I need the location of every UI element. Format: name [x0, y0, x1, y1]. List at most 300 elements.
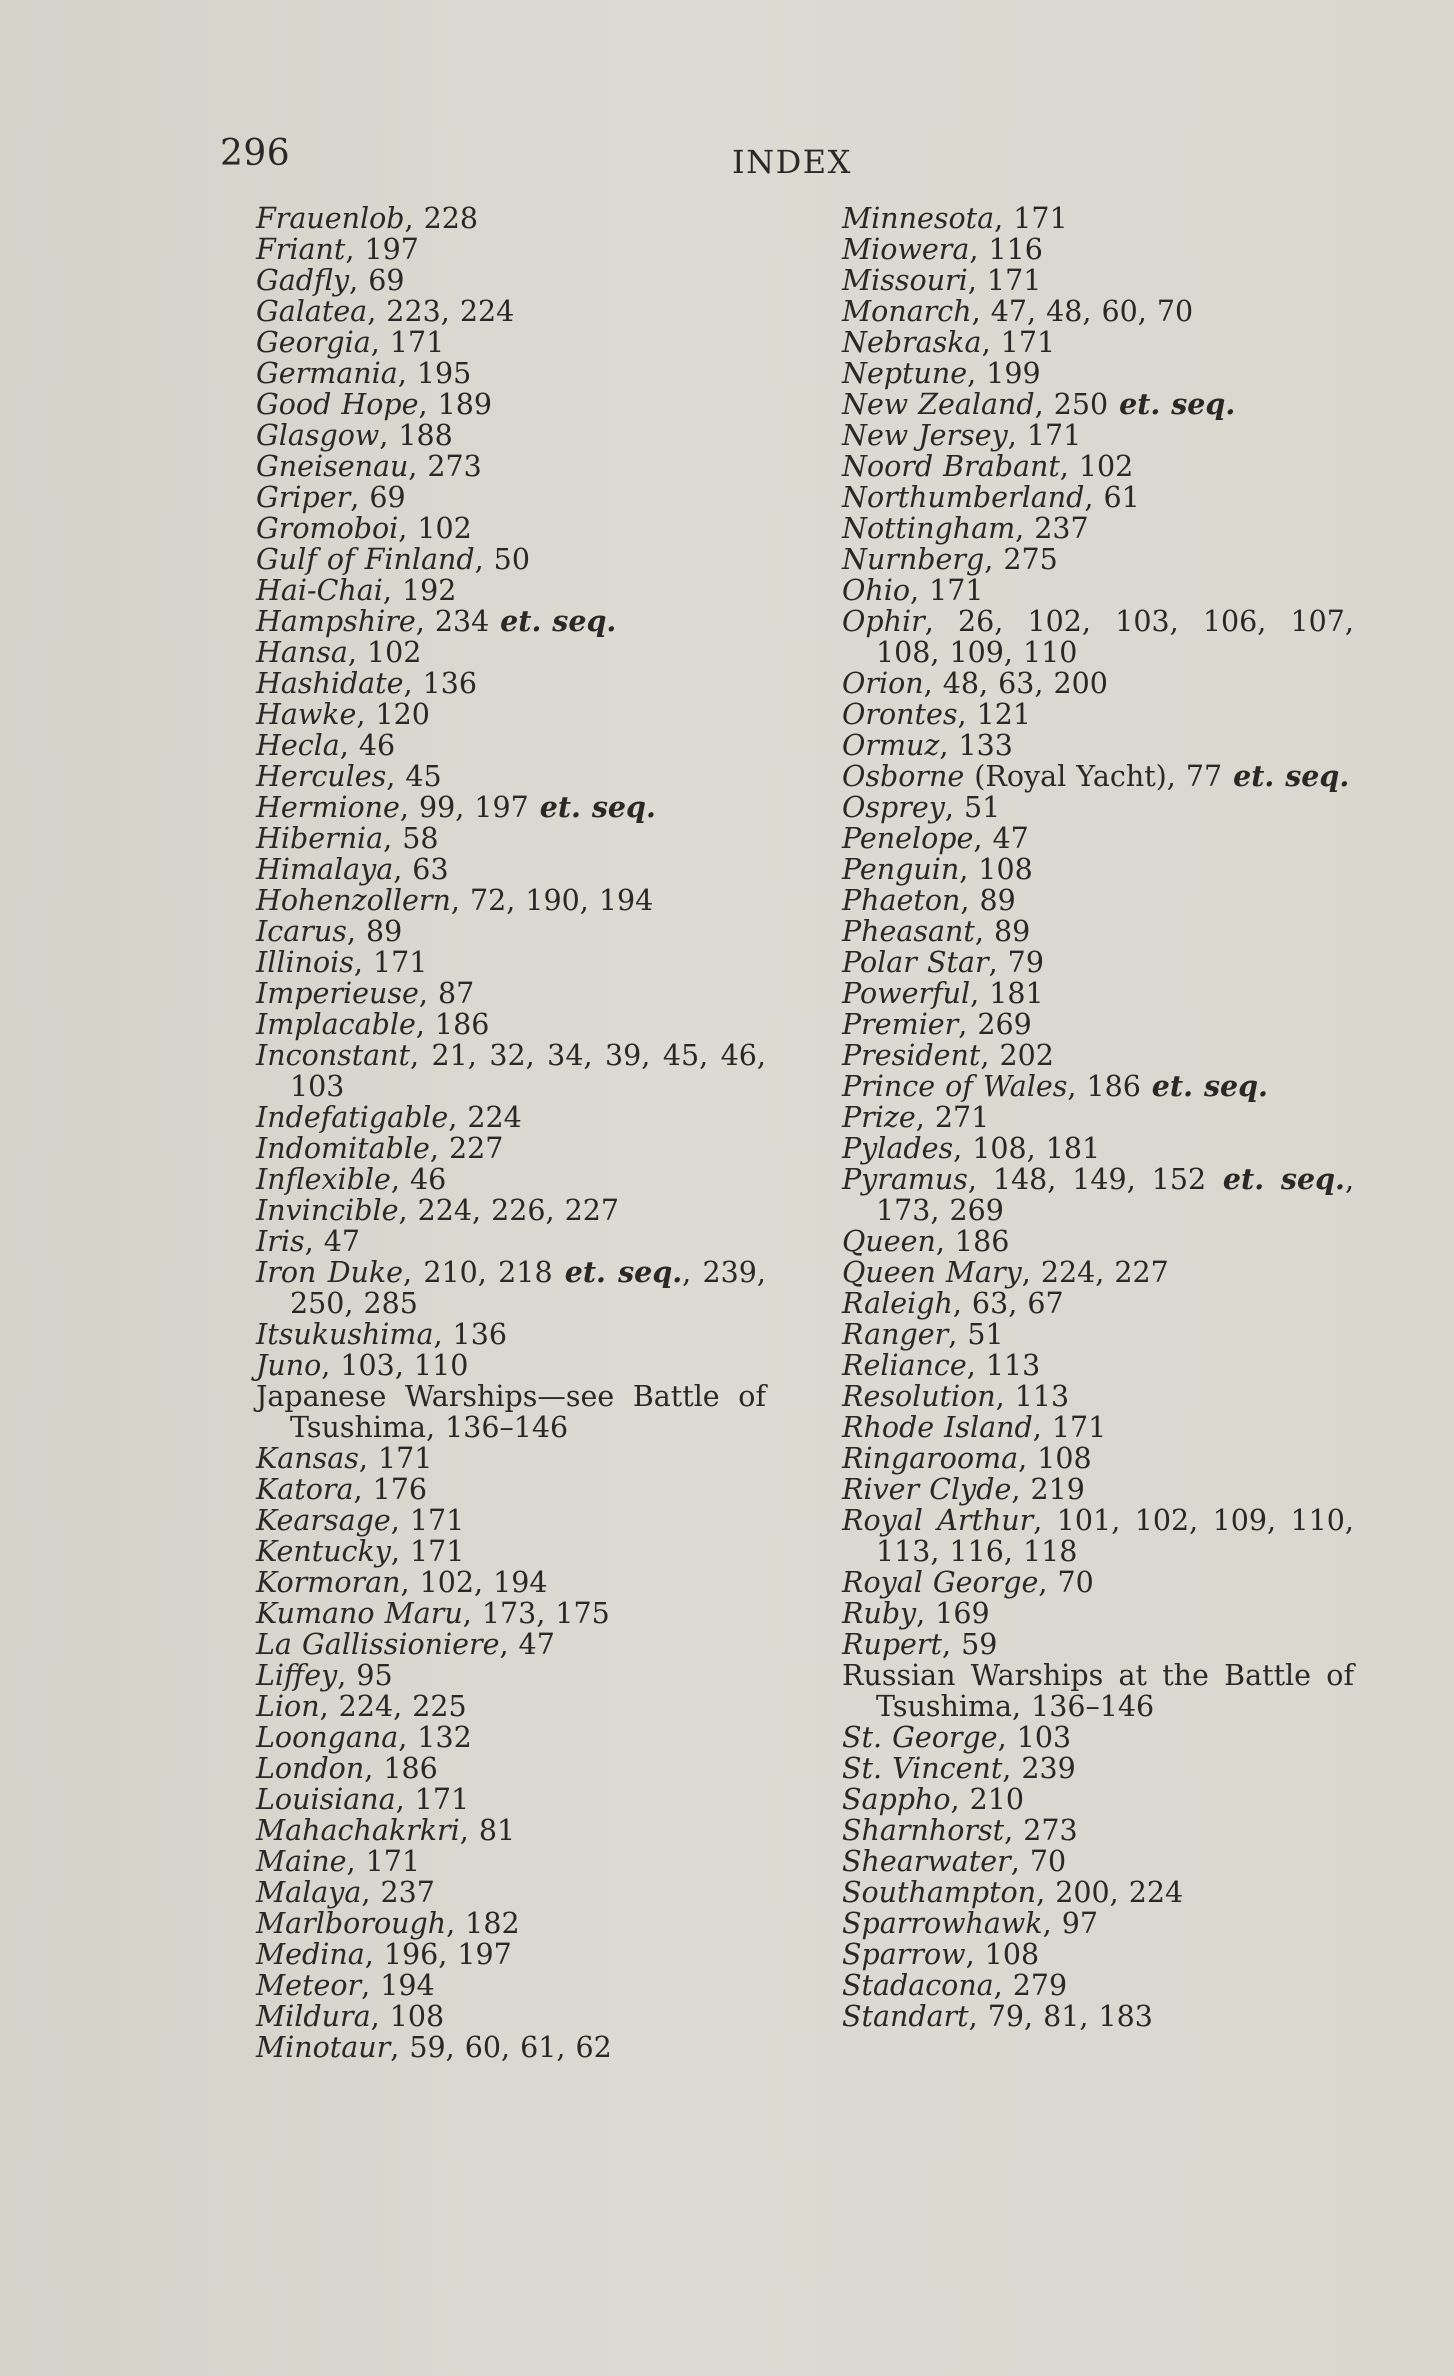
ship-name: Orontes	[842, 698, 958, 731]
index-entry	[256, 482, 766, 513]
index-entry	[256, 637, 766, 668]
index-entry	[842, 1040, 1354, 1071]
ship-name: Hohenzollern	[256, 884, 451, 917]
page-references: , 63, 67	[952, 1287, 1064, 1320]
page-references: , 102	[1059, 450, 1134, 483]
ship-name: Royal George	[842, 1566, 1039, 1599]
ship-name: Penguin	[842, 853, 960, 886]
page-references: , 186	[935, 1225, 1010, 1258]
page-references: , 108, 181	[953, 1132, 1101, 1165]
index-entry	[256, 1846, 766, 1877]
ship-name: Rupert	[842, 1628, 943, 1661]
index-entry	[842, 1567, 1354, 1598]
index-entry	[842, 482, 1354, 513]
ship-name: New Jersey	[842, 419, 1008, 452]
page-references: , 224, 227	[1021, 1256, 1169, 1289]
ship-name: Premier	[842, 1008, 959, 1041]
index-entry	[256, 513, 766, 544]
ship-name: Neptune	[842, 357, 968, 390]
page-references: , 59	[942, 1628, 998, 1661]
ship-name: New Zealand	[842, 388, 1035, 421]
index-entry	[256, 1598, 766, 1629]
index-entry	[842, 265, 1354, 296]
ship-name: Maine	[256, 1845, 347, 1878]
index-entry	[256, 1815, 766, 1846]
page-references: , 273	[1004, 1814, 1078, 1847]
page-references: , 171	[981, 326, 1056, 359]
page-references: , 97	[1042, 1907, 1098, 1940]
page-references: , 133	[939, 729, 1013, 762]
index-entry	[256, 451, 766, 482]
ship-name: Kumano Maru	[256, 1597, 463, 1630]
ship-name: Monarch	[842, 295, 972, 328]
page-references: , 224	[448, 1101, 522, 1134]
page-references: , 171	[1032, 1411, 1107, 1444]
index-entry	[256, 1970, 766, 2001]
ship-name: Kearsage	[256, 1504, 391, 1537]
page-references: , 21, 32, 34, 39, 45, 46, 103	[290, 1039, 766, 1103]
index-entry	[842, 1412, 1354, 1443]
page-references: , 70	[1010, 1845, 1067, 1878]
index-entry	[256, 296, 766, 327]
page-references: , 196, 197	[364, 1938, 512, 1971]
ship-name: Mahachakrkri	[256, 1814, 460, 1847]
page-references: , 101, 102, 109, 110, 113, 116, 118	[876, 1504, 1354, 1568]
ship-name: Juno	[256, 1349, 322, 1382]
index-entry	[842, 1629, 1354, 1660]
page-references: (Royal Yacht), 77	[964, 760, 1223, 793]
page-references: , 227	[429, 1132, 504, 1165]
index-entry	[256, 730, 766, 761]
page-references: , 50	[474, 543, 530, 576]
page-references: , 237	[1015, 512, 1089, 545]
ship-name: Sparrow	[842, 1938, 966, 1971]
ship-name: Glasgow	[256, 419, 380, 452]
ship-name: Indomitable	[256, 1132, 430, 1165]
index-entry	[842, 606, 1354, 668]
index-entry	[842, 823, 1354, 854]
page-references: , 279	[993, 1969, 1068, 2002]
page-references: , 113	[966, 1349, 1041, 1382]
index-entry	[842, 1846, 1354, 1877]
ship-name: Noord Brabant	[842, 450, 1060, 483]
page-references: , 182	[446, 1907, 520, 1940]
index-entry	[256, 1536, 766, 1567]
et-seq-marker: et. seq.	[1222, 759, 1350, 793]
index-entry	[256, 854, 766, 885]
et-seq-marker: et. seq.	[1140, 1069, 1268, 1103]
index-entry	[842, 420, 1354, 451]
ship-name: Ranger	[842, 1318, 949, 1351]
index-entry	[256, 823, 766, 854]
page-references: , 48, 63, 200	[923, 667, 1108, 700]
index-entry	[256, 389, 766, 420]
index-entry	[842, 1133, 1354, 1164]
et-seq-marker: et. seq.	[528, 790, 656, 824]
index-entry	[256, 947, 766, 978]
index-entry	[842, 1784, 1354, 1815]
index-entry	[842, 1970, 1354, 2001]
ship-name: Hecla	[256, 729, 340, 762]
index-entry	[842, 1939, 1354, 1970]
index-entry	[256, 1195, 766, 1226]
index-entry	[842, 1319, 1354, 1350]
ship-name: Meteor	[256, 1969, 362, 2002]
ship-name: Hermione	[256, 791, 400, 824]
page-references: , 132	[398, 1721, 472, 1754]
page-references: , 95	[337, 1659, 393, 1692]
index-entry	[842, 1753, 1354, 1784]
ship-name: Gromoboi	[256, 512, 399, 545]
ship-name: Shearwater	[842, 1845, 1011, 1878]
page-references: , 250	[1034, 388, 1109, 421]
index-entry	[256, 234, 766, 265]
index-entry	[256, 1474, 766, 1505]
ship-name: Gadfly	[256, 264, 350, 297]
ship-name: Hampshire	[256, 605, 416, 638]
index-entry	[842, 234, 1354, 265]
page-references: , 195	[397, 357, 472, 390]
page-references: , 186	[1067, 1070, 1141, 1103]
index-entry	[842, 1443, 1354, 1474]
et-seq-marker: et. seq.	[1206, 1162, 1345, 1196]
index-entry	[842, 1071, 1354, 1102]
ship-name: La Gallissioniere	[256, 1628, 500, 1661]
page-references: , 121	[957, 698, 1031, 731]
page-references: , 171	[390, 1504, 465, 1537]
page-references: , 87	[418, 977, 475, 1010]
page-references: , 219	[1011, 1473, 1085, 1506]
ship-name: Kansas	[256, 1442, 359, 1475]
index-entry	[842, 1009, 1354, 1040]
page-references: , 171	[395, 1783, 470, 1816]
page-references-continued: , 173, 269	[876, 1163, 1354, 1227]
ship-name: Mildura	[256, 2000, 371, 2033]
page-references: , 46	[339, 729, 396, 762]
ship-name: Hai-Chai	[256, 574, 383, 607]
ship-name: Missouri	[842, 264, 968, 297]
ship-name: Icarus	[256, 915, 347, 948]
ship-name: Galatea	[256, 295, 368, 328]
et-seq-marker: et. seq.	[1108, 387, 1236, 421]
ship-name: Hawke	[256, 698, 357, 731]
et-seq-marker: et. seq.	[552, 1255, 683, 1289]
page-references: , 108	[965, 1938, 1040, 1971]
index-entry	[256, 885, 766, 916]
index-entry	[256, 544, 766, 575]
ship-name: Illinois	[256, 946, 354, 979]
index-entry	[256, 1908, 766, 1939]
page-references: , 47	[499, 1628, 555, 1661]
ship-name: Minnesota	[842, 202, 995, 235]
index-entry	[842, 2001, 1354, 2032]
page-references-continued: , 239, 250, 285	[290, 1256, 766, 1320]
ship-name: St. Vincent	[842, 1752, 1003, 1785]
ship-name: Itsukushima	[256, 1318, 434, 1351]
page-references: , 200, 224	[1036, 1876, 1184, 1909]
ship-name: Stadacona	[842, 1969, 994, 2002]
index-entry	[256, 792, 766, 823]
page-references: , 69	[350, 481, 406, 514]
index-entry	[842, 296, 1354, 327]
ship-name: Hansa	[256, 636, 348, 669]
ship-name: Pheasant	[842, 915, 975, 948]
page-references: , 99, 197	[399, 791, 529, 824]
ship-name: Orion	[842, 667, 924, 700]
ship-name: Ormuz	[842, 729, 940, 762]
ship-name: Nurnberg	[842, 543, 985, 576]
ship-name: Reliance	[842, 1349, 967, 1382]
index-entry	[842, 978, 1354, 1009]
index-entry	[842, 203, 1354, 234]
index-entry	[256, 1784, 766, 1815]
page-references: , 169	[916, 1597, 990, 1630]
index-entry	[842, 1908, 1354, 1939]
index-entry	[256, 978, 766, 1009]
index-entry	[842, 1102, 1354, 1133]
index-entry	[256, 699, 766, 730]
page-references: , 102, 194	[400, 1566, 548, 1599]
index-entry	[842, 451, 1354, 482]
index-entry	[842, 1815, 1354, 1846]
ship-name: Invincible	[256, 1194, 399, 1227]
page-references: , 186	[415, 1008, 490, 1041]
et-seq-marker: et. seq.	[489, 604, 617, 638]
ship-name: Loongana	[256, 1721, 399, 1754]
ship-name: Hercules	[256, 760, 387, 793]
ship-name: Imperieuse	[256, 977, 419, 1010]
index-entry	[256, 2001, 766, 2032]
index-entry	[842, 544, 1354, 575]
index-entry	[256, 327, 766, 358]
page-references: , 51	[944, 791, 1001, 824]
index-entry	[842, 1474, 1354, 1505]
index-entry	[256, 2032, 766, 2063]
page-references: , 228	[404, 202, 479, 235]
index-entry	[842, 1350, 1354, 1381]
page-references: , 275	[984, 543, 1058, 576]
index-entry	[256, 1102, 766, 1133]
ship-name: Inconstant	[256, 1039, 410, 1072]
ship-name: Himalaya	[256, 853, 394, 886]
ship-name: Malaya	[256, 1876, 362, 1909]
ship-name: Raleigh	[842, 1287, 953, 1320]
page-references: , 61	[1084, 481, 1140, 514]
index-entry	[256, 1257, 766, 1319]
ship-name: Ophir	[842, 605, 925, 638]
index-entry	[842, 389, 1354, 420]
page-references: , 103, 110	[321, 1349, 469, 1382]
page-number: 296	[220, 133, 291, 174]
page-references: , 89	[974, 915, 1031, 948]
index-entry	[256, 1691, 766, 1722]
page-references: , 89	[960, 884, 1016, 917]
page-references: , 223, 224	[367, 295, 515, 328]
ship-name: Osprey	[842, 791, 945, 824]
index-entry	[256, 1319, 766, 1350]
page-references: , 120	[356, 698, 430, 731]
ship-name: Standart	[842, 2000, 969, 2033]
ship-name: Implacable	[256, 1008, 416, 1041]
page-references: , 63	[393, 853, 449, 886]
page-references: , 189	[418, 388, 493, 421]
ship-name: Nottingham	[842, 512, 1016, 545]
page-references: , 199	[967, 357, 1041, 390]
page-references: , 102	[398, 512, 472, 545]
page-references: , 79, 81, 183	[968, 2000, 1153, 2033]
page-references: , 47, 48, 60, 70	[971, 295, 1194, 328]
index-entry	[256, 1722, 766, 1753]
page-references: , 136	[433, 1318, 507, 1351]
index-entry	[256, 1040, 766, 1102]
page-references: , 47	[973, 822, 1029, 855]
page-references: , 81	[459, 1814, 516, 1847]
page-references: , 181	[970, 977, 1044, 1010]
index-entry	[842, 854, 1354, 885]
page-references: , 59, 60, 61, 62	[390, 2031, 612, 2064]
ship-name: Iris	[256, 1225, 305, 1258]
index-entry	[256, 1164, 766, 1195]
page-references: , 51	[948, 1318, 1004, 1351]
index-entry	[256, 1939, 766, 1970]
running-head: INDEX	[732, 143, 852, 181]
index-entry	[842, 575, 1354, 606]
ship-name: Queen	[842, 1225, 936, 1258]
ship-name: Royal Arthur	[842, 1504, 1034, 1537]
ship-name: Friant	[256, 233, 346, 266]
ship-name: Germania	[256, 357, 398, 390]
page-references: , 239	[1002, 1752, 1076, 1785]
page-references: , 171	[910, 574, 984, 607]
index-entry	[842, 513, 1354, 544]
index-entry	[256, 668, 766, 699]
index-entry	[842, 730, 1354, 761]
index-entry	[256, 1660, 766, 1691]
ship-name: Louisiana	[256, 1783, 396, 1816]
ship-name: Katora	[256, 1473, 354, 1506]
index-entry	[842, 916, 1354, 947]
index-entry	[256, 1629, 766, 1660]
index-entry	[842, 1257, 1354, 1288]
index-entry	[842, 1164, 1354, 1226]
page-references: , 116	[969, 233, 1043, 266]
ship-name: Ruby	[842, 1597, 917, 1630]
page-references: , 103	[997, 1721, 1072, 1754]
ship-name: President	[842, 1039, 981, 1072]
index-entry	[842, 1381, 1354, 1412]
page-references: , 171	[370, 326, 445, 359]
index-entry	[842, 699, 1354, 730]
ship-name: Rhode Island	[842, 1411, 1033, 1444]
ship-name: Marlborough	[256, 1907, 447, 1940]
index-column-right	[842, 203, 1354, 2032]
page-references: , 58	[383, 822, 439, 855]
ship-name: Hibernia	[256, 822, 384, 855]
index-entry	[842, 1288, 1354, 1319]
page-references: Japanese Warships—see Battle of Tsushima, 136–146	[256, 1380, 766, 1444]
index-entry	[256, 606, 766, 637]
ship-name: Liffey	[256, 1659, 338, 1692]
page-references: , 171	[994, 202, 1068, 235]
index-entry	[256, 1350, 766, 1381]
index-entry	[256, 1505, 766, 1536]
ship-name: Pyramus	[842, 1163, 968, 1196]
page-references: , 89	[346, 915, 403, 948]
page-references: , 202	[980, 1039, 1054, 1072]
page-references: , 171	[1007, 419, 1082, 452]
index-entry	[842, 1598, 1354, 1629]
index-entry	[256, 761, 766, 792]
page-references: , 102	[347, 636, 422, 669]
ship-name: London	[256, 1752, 365, 1785]
ship-name: Sharnhorst	[842, 1814, 1005, 1847]
page-references: , 197	[345, 233, 419, 266]
page-references: , 194	[361, 1969, 435, 2002]
index-entry	[256, 1443, 766, 1474]
page-references: , 173, 175	[462, 1597, 610, 1630]
index-entry	[256, 575, 766, 606]
ship-name: Phaeton	[842, 884, 961, 917]
ship-name: Nebraska	[842, 326, 982, 359]
ship-name: Southampton	[842, 1876, 1037, 1909]
index-entry	[256, 916, 766, 947]
page-references: , 210, 218	[403, 1256, 553, 1289]
page-references: , 26, 102, 103, 106, 107, 108, 109, 110	[876, 605, 1354, 669]
page-references: , 72, 190, 194	[450, 884, 654, 917]
ship-name: Resolution	[842, 1380, 996, 1413]
ship-name: Prince of Wales	[842, 1070, 1068, 1103]
page-references: , 273	[408, 450, 482, 483]
ship-name: Lion	[256, 1690, 320, 1723]
ship-name: Inflexible	[256, 1163, 391, 1196]
ship-name: Gulf of Finland	[256, 543, 475, 576]
index-entry	[256, 1133, 766, 1164]
page-references: , 186	[364, 1752, 438, 1785]
page-references: , 171	[346, 1845, 421, 1878]
ship-name: Griper	[256, 481, 351, 514]
page-references: , 108	[959, 853, 1033, 886]
index-entry	[842, 947, 1354, 978]
ship-name: Kentucky	[256, 1535, 391, 1568]
index-entry	[842, 327, 1354, 358]
ship-name: Powerful	[842, 977, 971, 1010]
page-references: , 136	[403, 667, 478, 700]
index-entry	[256, 1877, 766, 1908]
page-references: , 45	[386, 760, 442, 793]
ship-name: Medina	[256, 1938, 365, 1971]
page-references: , 108	[370, 2000, 445, 2033]
ship-name: Osborne	[842, 760, 965, 793]
ship-name: Polar Star	[842, 946, 989, 979]
ship-name: Miowera	[842, 233, 970, 266]
page-references: , 176	[353, 1473, 428, 1506]
ship-name: Indefatigable	[256, 1101, 449, 1134]
index-entry	[256, 1567, 766, 1598]
page-references: , 224, 225	[319, 1690, 467, 1723]
index-entry	[842, 761, 1354, 792]
page-references: , 171	[967, 264, 1042, 297]
ship-name: Ohio	[842, 574, 910, 607]
index-entry	[842, 1660, 1354, 1722]
page-references: Russian Warships at the Battle of Tsushima, 136–146	[842, 1659, 1354, 1723]
index-entry	[256, 358, 766, 389]
ship-name: Gneisenau	[256, 450, 409, 483]
page-references: , 269	[958, 1008, 1032, 1041]
index-entry	[256, 1226, 766, 1257]
index-entry	[842, 358, 1354, 389]
ship-name: Georgia	[256, 326, 371, 359]
page-references: , 46	[390, 1163, 447, 1196]
